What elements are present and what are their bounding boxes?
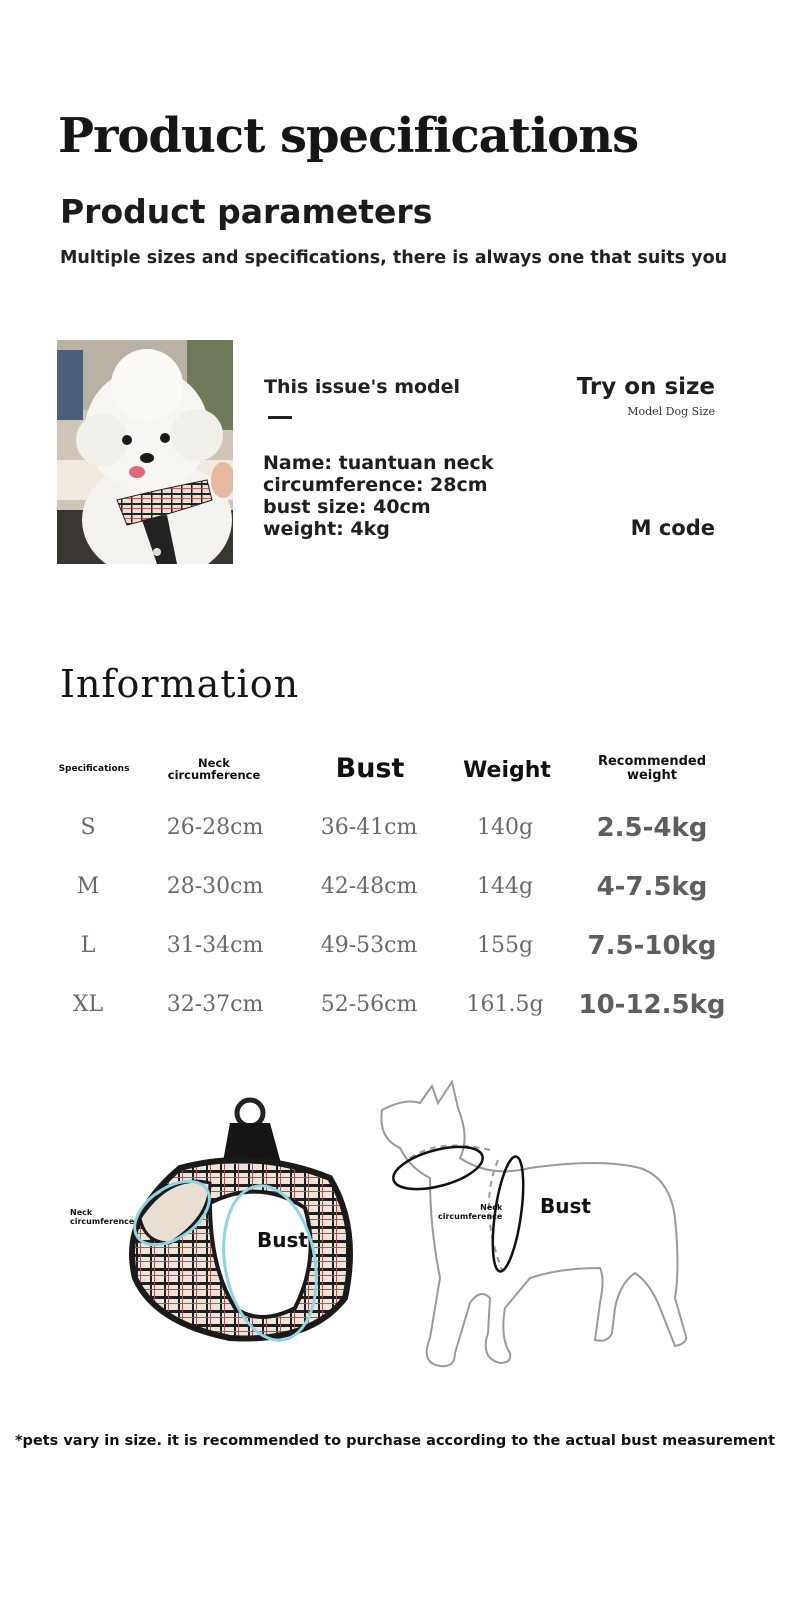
bust-cell: 42-48cm — [320, 874, 418, 899]
size-cell: L — [80, 933, 96, 958]
recommended-weight-cell: 7.5-10kg — [587, 931, 717, 961]
try-on-size-label: Try on size — [576, 374, 715, 400]
table-row — [40, 801, 760, 860]
recommended-weight-cell: 4-7.5kg — [596, 872, 708, 902]
model-detail-line: Name: tuantuan neck — [263, 452, 494, 474]
page-title: Product specifications — [58, 108, 639, 164]
recommended-weight-cell: 10-12.5kg — [578, 990, 726, 1020]
dog-bust-label: Bust — [540, 1194, 591, 1218]
footnote: *pets vary in size. it is recommended to purchase according to the actual bust measurement — [14, 1433, 776, 1449]
recommended-weight-cell: 2.5-4kg — [596, 813, 708, 843]
model-dog-photo — [57, 340, 233, 564]
size-cell: S — [80, 815, 96, 840]
column-header-neck: Neck circumference — [167, 756, 261, 782]
neck-cell: 31-34cm — [166, 933, 264, 958]
size-cell: XL — [72, 992, 104, 1017]
harness-illustration — [123, 1100, 350, 1348]
model-detail-line: bust size: 40cm — [263, 496, 431, 518]
harness-bust-label: Bust — [257, 1228, 308, 1252]
section-title-parameters: Product parameters — [60, 192, 433, 231]
weight-cell: 155g — [476, 933, 534, 958]
table-row — [40, 919, 760, 978]
weight-cell: 161.5g — [466, 992, 544, 1017]
neck-cell: 28-30cm — [166, 874, 264, 899]
weight-cell: 140g — [476, 815, 534, 840]
table-header — [40, 745, 760, 801]
try-on-size-sublabel: Model Dog Size — [627, 405, 715, 418]
model-label: This issue's model — [264, 376, 461, 398]
dog-neck-label: Neck circumference — [438, 1203, 503, 1221]
size-cell: M — [76, 874, 100, 899]
bust-cell: 49-53cm — [320, 933, 418, 958]
information-title: Information — [60, 662, 300, 706]
table-row — [40, 860, 760, 919]
size-table — [40, 745, 760, 1037]
dog-outline-illustration — [381, 1082, 686, 1366]
neck-cell: 32-37cm — [166, 992, 264, 1017]
column-header-recommended-weight: Recommended weight — [597, 754, 707, 783]
model-details — [263, 452, 493, 540]
model-divider — [268, 416, 292, 419]
weight-cell: 144g — [476, 874, 534, 899]
column-header-bust: Bust — [335, 753, 405, 784]
size-code: M code — [630, 516, 715, 540]
neck-cell: 26-28cm — [166, 815, 264, 840]
column-header-specifications: Specifications — [58, 764, 130, 774]
model-detail-line: circumference: 28cm — [263, 474, 488, 496]
model-detail-line: weight: 4kg — [263, 518, 390, 540]
harness-neck-label: Neck circumference — [70, 1208, 135, 1226]
tagline: Multiple sizes and specifications, there is always one that suits you — [60, 248, 728, 268]
table-row — [40, 978, 760, 1037]
bust-cell: 52-56cm — [320, 992, 418, 1017]
column-header-weight: Weight — [463, 758, 551, 783]
measurement-diagram — [60, 1068, 750, 1378]
bust-cell: 36-41cm — [320, 815, 418, 840]
neck-measure-ring — [389, 1139, 487, 1198]
